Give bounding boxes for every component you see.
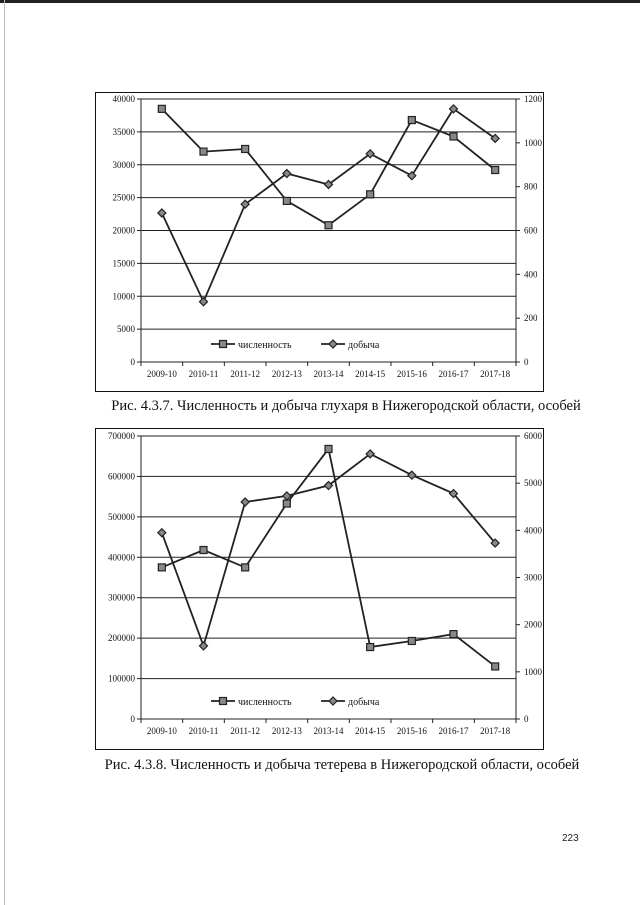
figure-caption-2: Рис. 4.3.8. Численность и добыча тетерева в Нижегородской области, особей: [104, 757, 580, 773]
y-right-tick-label: 800: [524, 181, 538, 192]
y-left-tick-label: 100000: [108, 673, 135, 684]
harvest-point: [158, 529, 166, 537]
x-tick-label: 2011-12: [230, 726, 261, 736]
y-right-tick-label: 400: [524, 269, 538, 280]
y-left-tick-label: 5000: [117, 324, 135, 335]
y-right-tick-label: 200: [524, 313, 538, 324]
y-left-tick-label: 10000: [112, 291, 135, 302]
y-right-tick-label: 1000: [524, 666, 542, 677]
x-tick-label: 2015-16: [396, 726, 427, 736]
x-tick-label: 2010-11: [188, 369, 219, 379]
y-left-tick-label: 700000: [108, 431, 135, 441]
y-right-tick-label: 1000: [524, 137, 542, 148]
legend-harvest-label: добыча: [348, 340, 380, 351]
y-right-tick-label: 4000: [524, 525, 542, 536]
harvest-point: [158, 209, 166, 217]
legend-harvest-marker: [329, 340, 337, 348]
harvest-point: [241, 498, 249, 506]
harvest-point: [200, 298, 208, 306]
population-point: [200, 547, 207, 554]
y-left-tick-label: 200000: [108, 633, 135, 644]
figure-caption-1: Рис. 4.3.7. Численность и добыча глухаря в Нижегородской области, особей: [111, 398, 581, 414]
y-right-tick-label: 2000: [524, 619, 542, 630]
x-tick-label: 2009-10: [146, 726, 177, 736]
x-tick-label: 2012-13: [271, 369, 302, 379]
population-point: [450, 133, 457, 140]
harvest-point: [200, 642, 208, 650]
chart-black-grouse-svg: [96, 429, 543, 749]
harvest-point: [408, 471, 416, 479]
y-left-tick-label: 600000: [108, 471, 135, 482]
y-left-tick-label: 300000: [108, 592, 135, 603]
x-tick-label: 2012-13: [271, 726, 302, 736]
legend-population-label: численность: [238, 697, 292, 708]
page-left-edge: [4, 0, 5, 905]
population-point: [158, 105, 165, 112]
legend-harvest-marker: [329, 697, 337, 705]
y-right-tick-label: 600: [524, 225, 538, 236]
y-left-tick-label: 0: [130, 357, 135, 367]
x-tick-label: 2017-18: [480, 369, 511, 379]
population-point: [200, 148, 207, 155]
population-point: [158, 564, 165, 571]
population-point: [325, 222, 332, 229]
y-left-tick-label: 25000: [112, 192, 135, 203]
y-right-tick-label: 0: [524, 357, 529, 367]
population-point: [408, 117, 415, 124]
x-tick-label: 2009-10: [146, 369, 177, 379]
x-tick-label: 2015-16: [396, 369, 427, 379]
y-right-tick-label: 6000: [524, 431, 542, 441]
population-point: [367, 644, 374, 651]
population-point: [242, 564, 249, 571]
y-right-tick-label: 5000: [524, 478, 542, 489]
x-tick-label: 2014-15: [355, 726, 386, 736]
y-right-tick-label: 0: [524, 714, 529, 724]
population-point: [325, 445, 332, 452]
population-point: [492, 167, 499, 174]
chart-capercaillie-svg: [96, 93, 543, 391]
page-top-border: [0, 0, 640, 3]
y-left-tick-label: 40000: [112, 94, 135, 104]
population-point: [283, 197, 290, 204]
y-right-tick-label: 1200: [524, 94, 542, 104]
series-line-harvest: [162, 109, 495, 302]
x-tick-label: 2016-17: [438, 726, 469, 736]
chart-black-grouse: [95, 428, 544, 750]
x-tick-label: 2017-18: [480, 726, 511, 736]
legend-population-label: численность: [238, 340, 292, 351]
x-tick-label: 2013-14: [313, 726, 344, 736]
y-left-tick-label: 15000: [112, 258, 135, 269]
y-left-tick-label: 500000: [108, 511, 135, 522]
population-point: [283, 500, 290, 507]
population-point: [450, 631, 457, 638]
legend-population-marker: [220, 341, 227, 348]
chart-capercaillie: [95, 92, 544, 392]
legend-harvest-label: добыча: [348, 697, 380, 708]
y-right-tick-label: 3000: [524, 572, 542, 583]
y-left-tick-label: 20000: [112, 225, 135, 236]
x-tick-label: 2014-15: [355, 369, 386, 379]
population-point: [242, 145, 249, 152]
series-line-population: [162, 109, 495, 225]
harvest-point: [408, 172, 416, 180]
legend-population-marker: [220, 698, 227, 705]
page-number: 223: [562, 833, 579, 844]
population-point: [367, 191, 374, 198]
x-tick-label: 2011-12: [230, 369, 261, 379]
y-left-tick-label: 400000: [108, 552, 135, 563]
population-point: [408, 637, 415, 644]
y-left-tick-label: 30000: [112, 159, 135, 170]
y-left-tick-label: 0: [130, 714, 135, 724]
y-left-tick-label: 35000: [112, 126, 135, 137]
x-tick-label: 2013-14: [313, 369, 344, 379]
x-tick-label: 2010-11: [188, 726, 219, 736]
x-tick-label: 2016-17: [438, 369, 469, 379]
population-point: [492, 663, 499, 670]
